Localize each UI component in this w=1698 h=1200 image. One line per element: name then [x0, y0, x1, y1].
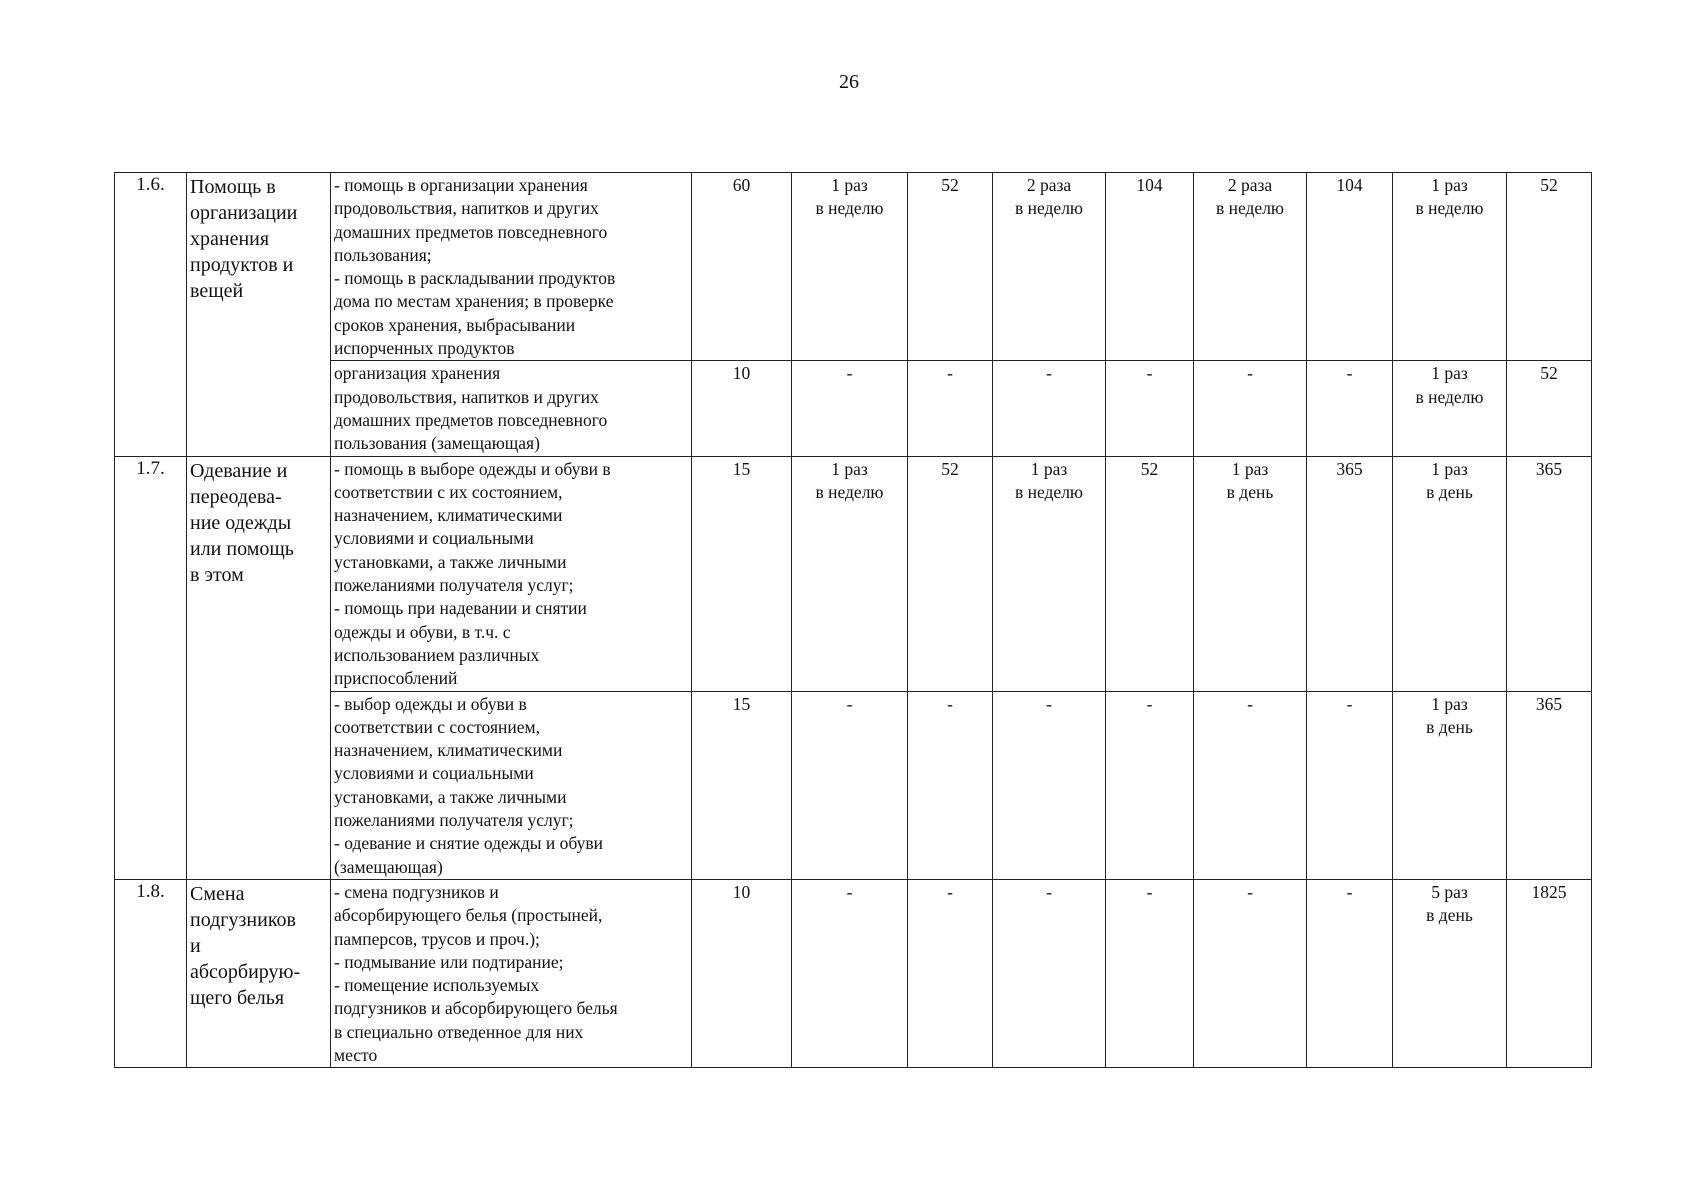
description-line: - помещение используемых: [334, 975, 540, 996]
description-line: пользования (замещающая): [334, 433, 540, 454]
description-line: - выбор одежды и обуви в: [334, 693, 527, 714]
value-line: в день: [1426, 716, 1473, 737]
value-line: 1 раз: [831, 458, 868, 479]
value-cell: [1307, 361, 1393, 456]
time-norm-cell: 10: [692, 879, 792, 1067]
description-line: сроков хранения, выбрасывании: [334, 314, 576, 335]
value-cell: [1194, 879, 1307, 1067]
value-cell: [1393, 361, 1507, 456]
value-line: -: [1046, 363, 1052, 384]
description-line: установками, а также личными: [334, 786, 567, 807]
service-description: [331, 456, 692, 691]
value-line: -: [1146, 881, 1153, 902]
value-line: 1 раз: [1431, 458, 1468, 479]
value-cell: [1393, 879, 1507, 1067]
value-cell: [908, 691, 993, 879]
description-line: испорченных продуктов: [334, 338, 515, 359]
description-line: домашних предметов повседневного: [334, 221, 608, 242]
service-title-line: Смена: [190, 882, 245, 905]
value-line: -: [1046, 693, 1052, 714]
description-line: памперсов, трусов и проч.);: [334, 928, 540, 949]
description-line: продовольствия, напитков и других: [334, 198, 599, 219]
value-cell: [1307, 691, 1393, 879]
value-line: в неделю: [1415, 198, 1484, 219]
value-line: 1 раз: [831, 175, 868, 195]
value-line: в день: [1226, 481, 1274, 502]
value-cell: [792, 691, 908, 879]
value-cell: [1307, 879, 1393, 1067]
service-title-line: переодева-: [190, 485, 282, 508]
value-cell: [1106, 879, 1194, 1067]
description-line: соответствии с состоянием,: [334, 716, 540, 737]
value-line: -: [1247, 881, 1253, 902]
value-cell: [792, 879, 908, 1067]
value-line: 52: [1540, 363, 1558, 384]
service-title-line: ние одежды: [190, 511, 292, 534]
service-title: [187, 456, 331, 879]
value-line: в неделю: [1014, 481, 1084, 502]
description-line: место: [334, 1044, 378, 1065]
service-description: [331, 879, 692, 1067]
value-line: -: [846, 881, 853, 902]
value-cell: [1106, 173, 1194, 361]
value-cell: [993, 361, 1106, 456]
description-line: продовольствия, напитков и других: [334, 386, 599, 407]
description-line: дома по местам хранения; в проверке: [334, 291, 614, 312]
value-line: 2 раза: [1026, 175, 1072, 195]
description-line: - одевание и снятие одежды и обуви: [334, 833, 604, 854]
value-line: -: [1346, 363, 1353, 384]
service-title: [187, 879, 331, 1067]
description-line: - подмывание или подтирание;: [334, 951, 564, 972]
value-line: -: [1247, 363, 1253, 384]
value-cell: [993, 879, 1106, 1067]
value-line: 52: [1540, 175, 1558, 195]
value-line: -: [1346, 693, 1353, 714]
description-line: условиями и социальными: [334, 763, 534, 784]
value-line: -: [1247, 693, 1253, 714]
description-line: - помощь в выборе одежды и обуви в: [334, 458, 611, 479]
value-line: в неделю: [1215, 198, 1285, 219]
value-line: -: [846, 693, 853, 714]
row-number: 1.8.: [115, 879, 187, 1067]
value-line: 104: [1136, 175, 1163, 195]
service-title-line: Одевание и: [190, 459, 288, 482]
description-line: соответствии с их состоянием,: [334, 481, 563, 502]
value-cell: [792, 456, 908, 691]
value-cell: [1393, 173, 1507, 361]
value-cell: [1507, 173, 1592, 361]
table-row: [115, 691, 1592, 879]
description-line: условиями и социальными: [334, 528, 534, 549]
value-cell: [1106, 456, 1194, 691]
service-description: [331, 691, 692, 879]
time-norm-cell: 10: [692, 361, 792, 456]
value-line: -: [1146, 693, 1153, 714]
service-title-line: абсорбирую-: [190, 960, 301, 983]
value-cell: [1194, 173, 1307, 361]
value-line: в день: [1426, 481, 1473, 502]
description-line: абсорбирующего белья (простыней,: [334, 905, 603, 926]
value-cell: [908, 879, 993, 1067]
time-norm-cell: 15: [692, 456, 792, 691]
value-line: в неделю: [1415, 386, 1484, 407]
value-line: в неделю: [815, 198, 884, 219]
value-line: 52: [1140, 458, 1159, 479]
value-line: 1 раз: [1431, 175, 1468, 195]
value-cell: [1106, 361, 1194, 456]
value-cell: [1507, 879, 1592, 1067]
value-line: в неделю: [815, 481, 884, 502]
service-description: [331, 173, 692, 361]
service-title-line: щего белья: [190, 986, 285, 1009]
table-row: [115, 173, 1592, 361]
value-cell: [1307, 173, 1393, 361]
value-cell: [908, 173, 993, 361]
service-title-line: Помощь в: [190, 176, 276, 198]
value-line: -: [947, 363, 953, 384]
value-cell: [1393, 691, 1507, 879]
description-line: организация хранения: [334, 363, 501, 384]
description-line: назначением, климатическими: [334, 740, 563, 761]
value-line: 52: [941, 458, 959, 479]
value-line: -: [1346, 881, 1353, 902]
value-line: 1825: [1531, 881, 1567, 902]
value-line: -: [947, 693, 953, 714]
value-cell: [1106, 691, 1194, 879]
description-line: (замещающая): [334, 856, 443, 877]
value-cell: [908, 456, 993, 691]
value-line: -: [846, 363, 853, 384]
value-cell: [908, 361, 993, 456]
value-cell: [993, 456, 1106, 691]
value-line: 2 раза: [1227, 175, 1273, 195]
description-line: в специально отведенное для них: [334, 1021, 584, 1042]
value-line: 365: [1535, 693, 1563, 714]
service-description: [331, 361, 692, 456]
description-line: - помощь в раскладывании продуктов: [334, 268, 616, 289]
description-line: использованием различных: [334, 644, 540, 665]
services-table: [114, 172, 1592, 1068]
description-line: пожеланиями получателя услуг;: [334, 575, 574, 596]
time-norm-cell: 15: [692, 691, 792, 879]
service-title: [187, 173, 331, 457]
service-title-line: продуктов и: [190, 254, 294, 276]
row-number: 1.7.: [115, 456, 187, 879]
service-title-line: хранения: [190, 228, 270, 250]
value-cell: [1194, 456, 1307, 691]
description-line: пользования;: [334, 244, 432, 265]
value-cell: [1194, 691, 1307, 879]
value-cell: [792, 361, 908, 456]
value-line: 1 раз: [1431, 363, 1468, 384]
row-number: 1.6.: [115, 173, 187, 457]
value-line: 1 раз: [1431, 693, 1468, 714]
service-title-line: или помощь: [190, 537, 294, 560]
service-title-line: вещей: [190, 280, 244, 302]
value-cell: [993, 691, 1106, 879]
value-line: 5 раз: [1431, 881, 1468, 902]
description-line: пожеланиями получателя услуг;: [334, 810, 574, 831]
description-line: - помощь в организации хранения: [334, 175, 588, 195]
service-title-line: в этом: [190, 563, 244, 586]
value-line: 52: [941, 175, 959, 195]
description-line: - смена подгузников и: [334, 881, 499, 902]
value-line: 104: [1336, 175, 1363, 195]
description-line: одежды и обуви, в т.ч. с: [334, 621, 511, 642]
description-line: подгузников и абсорбирующего белья: [334, 998, 618, 1019]
description-line: назначением, климатическими: [334, 505, 563, 526]
value-line: в неделю: [1014, 198, 1084, 219]
page-number: 26: [839, 71, 859, 93]
value-cell: [993, 173, 1106, 361]
value-line: 365: [1535, 458, 1563, 479]
service-title-line: организации: [190, 202, 298, 224]
value-line: в день: [1426, 905, 1473, 926]
description-line: - помощь при надевании и снятии: [334, 598, 587, 619]
value-line: -: [1046, 881, 1052, 902]
description-line: домашних предметов повседневного: [334, 409, 608, 430]
table-row: [115, 456, 1592, 691]
value-cell: [1507, 361, 1592, 456]
value-cell: [1507, 456, 1592, 691]
value-line: 365: [1336, 458, 1363, 479]
value-line: -: [1146, 363, 1153, 384]
description-line: установками, а также личными: [334, 551, 567, 572]
table-row: [115, 361, 1592, 456]
value-cell: [792, 173, 908, 361]
table-row: [115, 879, 1592, 1067]
value-line: -: [947, 881, 953, 902]
description-line: приспособлений: [334, 668, 458, 689]
service-title-line: и: [190, 934, 201, 957]
value-cell: [1393, 456, 1507, 691]
time-norm-cell: 60: [692, 173, 792, 361]
value-line: 1 раз: [1231, 458, 1269, 479]
value-cell: [1194, 361, 1307, 456]
value-line: 1 раз: [1030, 458, 1068, 479]
value-cell: [1307, 456, 1393, 691]
value-cell: [1507, 691, 1592, 879]
service-title-line: подгузников: [190, 908, 296, 931]
